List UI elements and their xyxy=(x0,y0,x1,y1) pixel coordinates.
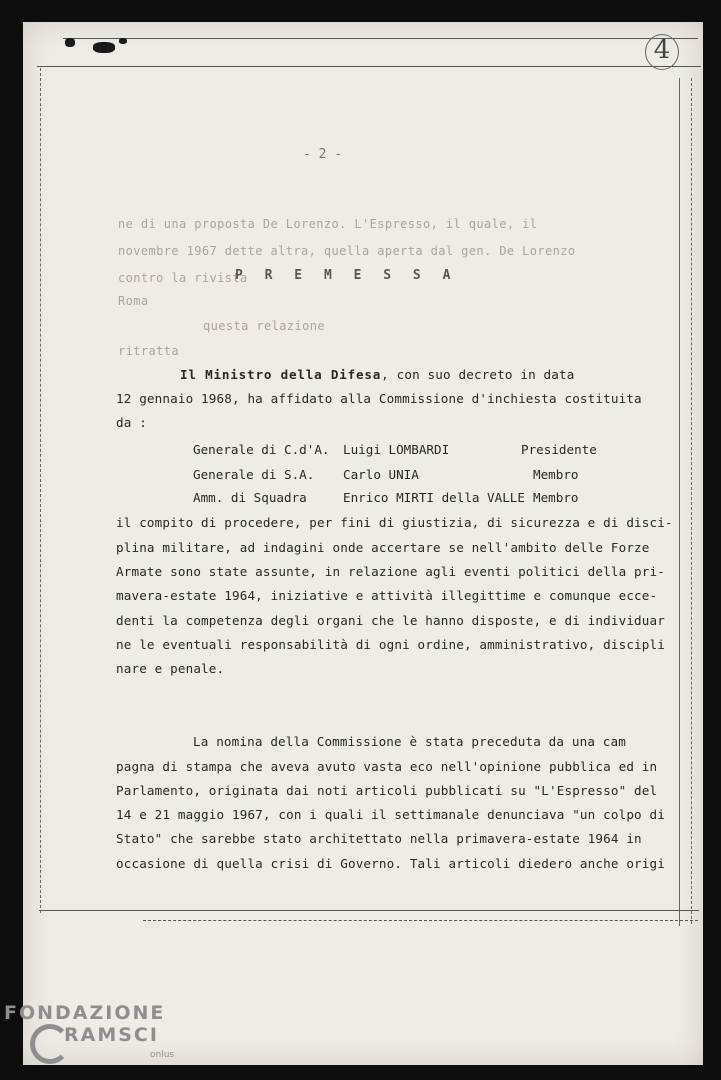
member-rank: Generale di S.A. xyxy=(193,467,315,482)
member-name: Carlo UNIA xyxy=(343,467,419,482)
member-role: Presidente xyxy=(521,442,597,457)
text-line: plina militare, ad indagini onde accertare se nell'ambito delle Forze xyxy=(116,540,650,555)
text-line: ne le eventuali responsabilità di ogni ordine, amministrativo, discipli xyxy=(116,637,665,652)
text-line: mavera-estate 1964, iniziative e attività illegittime e comunque ecce- xyxy=(116,588,658,603)
text-line: denti la competenza degli organi che le hanno disposte, e di individuar xyxy=(116,613,665,628)
bottom-rule-2 xyxy=(143,920,698,921)
ink-speck xyxy=(119,38,127,44)
minister-title: Il Ministro della Difesa xyxy=(180,367,382,382)
text-line: nare e penale. xyxy=(116,661,225,676)
document-page xyxy=(23,22,703,1065)
archive-number: 4 xyxy=(647,32,677,68)
member-role: Membro xyxy=(533,490,579,505)
text-line: 12 gennaio 1968, ha affidato alla Commissione d'inchiesta costituita xyxy=(116,391,642,406)
page-marker: - 2 - xyxy=(303,147,343,162)
ghost-line: ne di una proposta De Lorenzo. L'Espresso, il quale, il xyxy=(118,217,538,231)
logo-line-2: RAMSCI xyxy=(64,1024,159,1046)
ghost-line: contro la rivista xyxy=(118,271,248,285)
text-line: pagna di stampa che aveva avuto vasta eco nell'opinione pubblica ed in xyxy=(116,759,658,774)
member-rank: Generale di C.d'A. xyxy=(193,442,330,457)
right-border-2 xyxy=(691,78,692,924)
member-name: Luigi LOMBARDI xyxy=(343,442,450,457)
logo-line-1: FONDAZIONE xyxy=(4,1002,166,1024)
member-rank: Amm. di Squadra xyxy=(193,490,307,505)
text-line: La nomina della Commissione è stata preceduta da una cam xyxy=(193,734,626,749)
text-line xyxy=(180,367,574,382)
text-line: Armate sono state assunte, in relazione agli eventi politici della pri- xyxy=(116,564,665,579)
right-border xyxy=(679,78,680,926)
ghost-line: ritratta xyxy=(118,344,179,358)
fondazione-gramsci-logo xyxy=(4,1000,204,1076)
ghost-line: Roma xyxy=(118,294,149,308)
left-border xyxy=(40,68,41,913)
text-line: occasione di quella crisi di Governo. Tali articoli diedero anche origi xyxy=(116,856,665,871)
top-rule xyxy=(63,38,698,39)
bottom-rule xyxy=(39,910,699,911)
ink-speck xyxy=(65,38,75,47)
text-line: 14 e 21 maggio 1967, con i quali il settimanale denunciava "un colpo di xyxy=(116,807,665,822)
text-line: il compito di procedere, per fini di giustizia, di sicurezza e di disci- xyxy=(116,515,673,530)
ghost-line: novembre 1967 dette altra, quella aperta dal gen. De Lorenzo xyxy=(118,244,576,258)
text-fragment: , con suo decreto in data xyxy=(381,367,575,382)
premessa-heading: P R E M E S S A xyxy=(235,268,458,283)
text-line: da : xyxy=(116,415,147,430)
member-role: Membro xyxy=(533,467,579,482)
text-line: Stato" che sarebbe stato architettato nella primavera-estate 1964 in xyxy=(116,831,642,846)
logo-line-3: onlus xyxy=(150,1050,175,1060)
ghost-line: questa relazione xyxy=(203,319,325,333)
ink-speck xyxy=(93,42,115,53)
text-line: Parlamento, originata dai noti articoli pubblicati su "L'Espresso" del xyxy=(116,783,658,798)
member-name: Enrico MIRTI della VALLE xyxy=(343,490,525,505)
top-rule-2 xyxy=(37,66,701,67)
